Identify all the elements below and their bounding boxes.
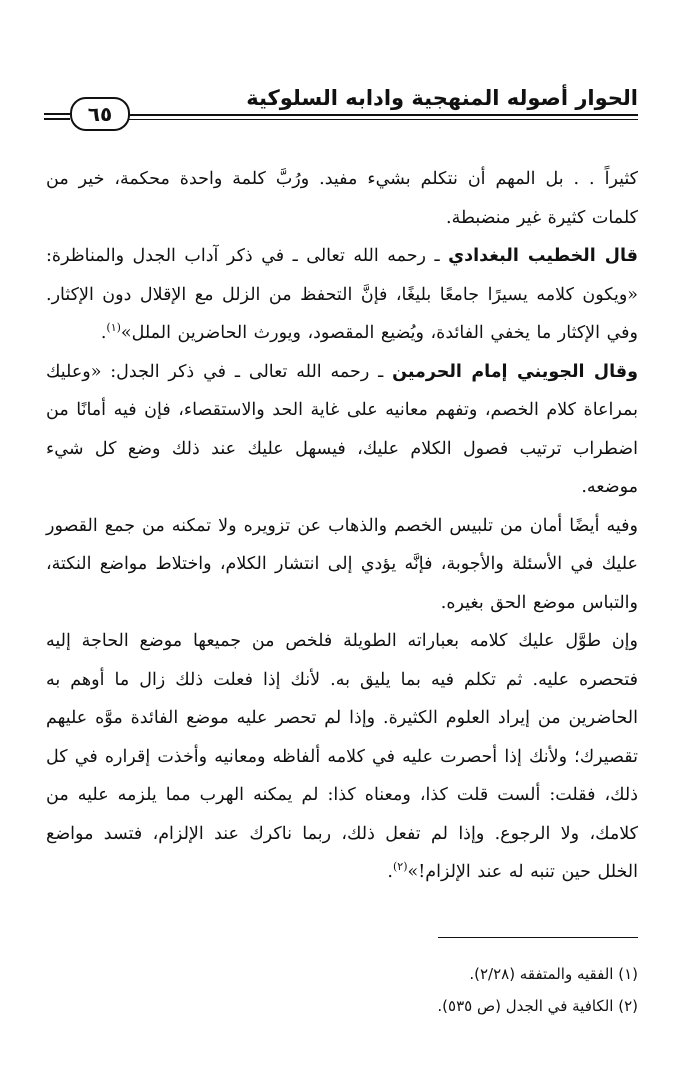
paragraph bbox=[46, 507, 638, 623]
header-ornament bbox=[44, 113, 70, 123]
paragraph-text: وإن طوَّل عليك كلامه بعباراته الطويلة فلخص من جميعها موضع الحاجة إليه فتحصره عليه. ثم تكلم فيه بما يليق به. لأنك إذا فعلت ذلك زال ما أوهم به الحاضرين من إيراد العلوم الكثيرة. وإذا لم تحصر عليه موضع الفائدة موَّه عليهم تقصيرك؛ ولأنك إذا أحصرت عليه في كلامه ألفاظه ومعانيه وأخذت إقراره في كل ذلك، فقلت: ألست قلت كذا، ومعناه كذا: لم يمكنه الهرب مما يلزمه عليه من كلامك، ولا الرجوع. وإذا لم تفعل ذلك، ربما ناكرك عند الإلزام، فتسد مواضع الخلل حين تنبه له عند الإلزام!» bbox=[46, 631, 638, 882]
paragraph bbox=[46, 160, 638, 237]
paragraph bbox=[46, 353, 638, 507]
page-number: ٦٥ bbox=[70, 97, 130, 131]
footnote-reference[interactable]: (٢) bbox=[393, 860, 408, 874]
paragraph-text: ـ رحمه الله تعالى ـ في ذكر آداب الجدل والمناظرة: «ويكون كلامه يسيرًا جامعًا بليغًا، فإنَّ التحفظ من الزلل مع الإقلال دون الإكثار. وفي الإكثار ما يخفي الفائدة، ويُضيع المقصود، ويورث الحاضرين الملل» bbox=[46, 246, 638, 343]
running-title: الحوار أصوله المنهجية وادابه السلوكية bbox=[246, 86, 638, 110]
speaker-name: وقال الجويني إمام الحرمين bbox=[392, 361, 638, 382]
main-text bbox=[46, 160, 638, 892]
paragraph-text: كثيراً . . بل المهم أن نتكلم بشيء مفيد. ورُبَّ كلمة واحدة محكمة، خير من كلمات كثيرة غير منضبطة. bbox=[46, 169, 638, 228]
paragraph-end: . bbox=[100, 323, 107, 343]
paragraph-end: . bbox=[387, 862, 393, 882]
footnote-reference[interactable]: (١) bbox=[106, 321, 121, 335]
footnote-item: (٢) الكافية في الجدل (ص ٥٣٥). bbox=[437, 997, 638, 1015]
paragraph bbox=[46, 622, 638, 892]
paragraph-text: وفيه أيضًا أمان من تلبيس الخصم والذهاب عن تزويره ولا تمكنه من جمع القصور عليك في الأسئلة والأجوبة، فإنَّه يؤدي إلى انتشار الكلام، واختلاط مواضع النكتة، والتباس موضع الحق بغيره. bbox=[46, 515, 638, 613]
header-rule bbox=[124, 114, 638, 120]
paragraph bbox=[46, 237, 638, 353]
footnotes bbox=[46, 958, 638, 1022]
speaker-name: قال الخطيب البغدادي bbox=[448, 246, 638, 266]
page-header bbox=[44, 84, 638, 124]
paragraph-text: ـ رحمه الله تعالى ـ في ذكر الجدل: «وعليك بمراعاة كلام الخصم، وتفهم معانيه على غاية الحد والاستقصاء، فإن فيه أمانًا من اضطراب ترتيب فصول الكلام عليك، فيسهل عليك عند ذلك وضع كل شيء موضعه. bbox=[46, 361, 638, 497]
footnote-separator bbox=[438, 937, 638, 938]
footnote-item: (١) الفقيه والمتفقه (٢/٢٨). bbox=[469, 965, 638, 983]
